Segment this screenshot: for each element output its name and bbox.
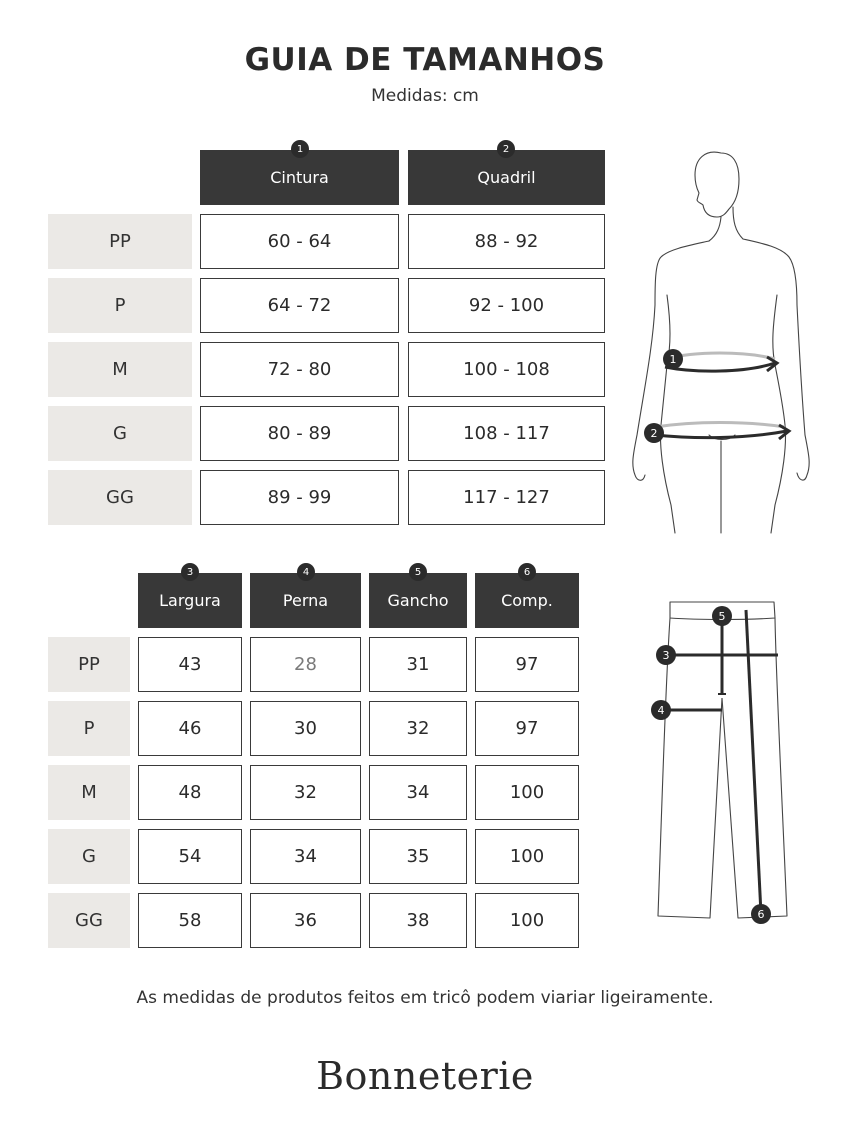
marker-1-label: 1 <box>669 353 677 366</box>
table-cell: 36 <box>250 893 361 948</box>
brand-logo: Bonneterie <box>316 1054 534 1098</box>
table-cell: 72 - 80 <box>200 342 399 397</box>
table-cell: 32 <box>369 701 467 756</box>
table-cell: 60 - 64 <box>200 214 399 269</box>
marker-4-label: 4 <box>657 704 665 717</box>
column-header-label: Comp. <box>501 591 553 610</box>
row-label-gg: GG <box>48 470 192 525</box>
row-label-pp: PP <box>48 214 192 269</box>
table-cell: 100 <box>475 765 579 820</box>
row-label-p: P <box>48 278 192 333</box>
table-cell: 97 <box>475 637 579 692</box>
table-cell: 92 - 100 <box>408 278 605 333</box>
table-cell: 48 <box>138 765 242 820</box>
row-label-pp: PP <box>48 637 130 692</box>
disclaimer-note: As medidas de produtos feitos em tricô podem viariar ligeiramente. <box>136 988 714 1008</box>
marker-2-label: 2 <box>650 427 658 440</box>
column-header-label: Cintura <box>270 168 329 187</box>
marker-6-label: 6 <box>757 908 765 921</box>
column-header-label: Largura <box>159 591 221 610</box>
table-cell: 46 <box>138 701 242 756</box>
badge-2: 2 <box>497 140 515 158</box>
table-cell: 108 - 117 <box>408 406 605 461</box>
table-cell: 43 <box>138 637 242 692</box>
table-cell: 100 <box>475 893 579 948</box>
row-label-p: P <box>48 701 130 756</box>
column-header-largura <box>138 573 242 628</box>
table-cell: 100 - 108 <box>408 342 605 397</box>
column-header-comp <box>475 573 579 628</box>
page-title: GUIA DE TAMANHOS <box>244 42 606 78</box>
table-cell: 88 - 92 <box>408 214 605 269</box>
table-cell: 30 <box>250 701 361 756</box>
column-header-label: Quadril <box>477 168 536 187</box>
marker-3-label: 3 <box>662 649 670 662</box>
column-header-label: Perna <box>282 591 329 610</box>
table-cell: 54 <box>138 829 242 884</box>
table-cell: 100 <box>475 829 579 884</box>
table-cell: 34 <box>250 829 361 884</box>
body-measurement-illustration <box>625 145 815 535</box>
column-header-perna <box>250 573 361 628</box>
row-label-gg: GG <box>48 893 130 948</box>
column-header-quadril <box>408 150 605 205</box>
table-cell: 35 <box>369 829 467 884</box>
row-label-g: G <box>48 406 192 461</box>
badge-4: 4 <box>297 563 315 581</box>
row-label-m: M <box>48 342 192 397</box>
table-cell: 32 <box>250 765 361 820</box>
pants-measurement-illustration <box>648 598 798 928</box>
table-cell: 28 <box>250 637 361 692</box>
page-subtitle: Medidas: cm <box>371 86 479 106</box>
table-cell: 34 <box>369 765 467 820</box>
badge-3: 3 <box>181 563 199 581</box>
table-cell: 117 - 127 <box>408 470 605 525</box>
table-cell: 64 - 72 <box>200 278 399 333</box>
table-cell: 80 - 89 <box>200 406 399 461</box>
badge-1: 1 <box>291 140 309 158</box>
row-label-g: G <box>48 829 130 884</box>
row-label-m: M <box>48 765 130 820</box>
table-cell: 89 - 99 <box>200 470 399 525</box>
table-cell: 97 <box>475 701 579 756</box>
badge-5: 5 <box>409 563 427 581</box>
table-cell: 31 <box>369 637 467 692</box>
column-header-cintura <box>200 150 399 205</box>
badge-6: 6 <box>518 563 536 581</box>
table-cell: 58 <box>138 893 242 948</box>
column-header-label: Gancho <box>387 591 449 610</box>
column-header-gancho <box>369 573 467 628</box>
marker-5-label: 5 <box>718 610 726 623</box>
table-cell: 38 <box>369 893 467 948</box>
